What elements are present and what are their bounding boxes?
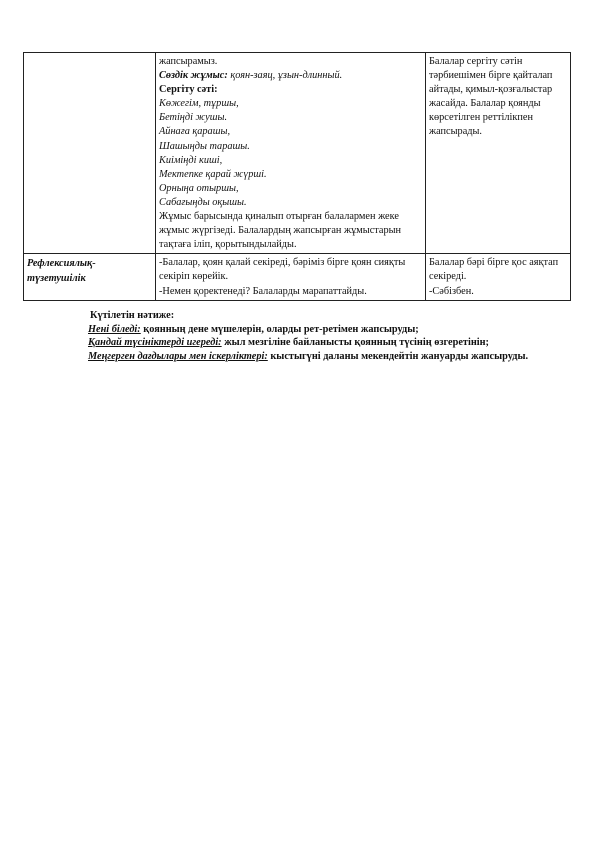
understands-label: Қандай түсініктерді игереді: xyxy=(88,337,222,349)
teacher-activity-cell xyxy=(156,254,426,300)
poem-line: Сабағыңды оқышы. xyxy=(159,196,247,208)
knows-label: Нені біледі: xyxy=(88,323,141,335)
exercise-title: Сергіту сәті: xyxy=(159,84,218,96)
result-skills xyxy=(88,350,548,364)
lesson-table xyxy=(23,52,571,301)
stage-name-line1: Рефлексиялық- xyxy=(27,258,96,270)
children-jump-text: Балалар бәрі бірге қос аяқтап секіреді. xyxy=(429,257,559,283)
expected-results xyxy=(88,309,548,363)
children-activity-text: Балалар сергіту сәтін тәрбиешімен бірге қайталап айтады, қимыл-қозғалыстар жасайда. Балалар қоянды көрсетілген реттілікпен жапсырады. xyxy=(429,56,553,138)
teacher-activity-cell xyxy=(156,53,426,254)
results-heading: Күтілетін нәтиже: xyxy=(90,310,175,321)
skills-label: Меңгерген дағдылары мен іскерліктері: xyxy=(88,350,268,362)
result-knows xyxy=(88,323,548,337)
vocab-label: Сөздік жұмыс: xyxy=(159,70,228,82)
result-understands xyxy=(88,336,548,350)
stage-cell xyxy=(24,254,156,300)
activity-first-line: жапсырамыз. xyxy=(159,56,218,67)
vocab-line xyxy=(159,69,422,83)
poem-line: Мектепке қарай жүрші. xyxy=(159,168,267,180)
reflection-question-food: -Немен қоректенеді? Балаларды марапаттайды. xyxy=(159,285,367,297)
table-row xyxy=(24,254,571,300)
children-activity-cell xyxy=(426,53,571,254)
poem-line: Көжегім, тұршы, xyxy=(159,98,239,110)
stage-cell-empty xyxy=(24,53,156,254)
children-answer: -Сәбізбен. xyxy=(429,285,474,297)
poem-line: Айнаға қарашы, xyxy=(159,126,231,138)
poem-line: Киіміңді киші, xyxy=(159,154,223,166)
vocab-text: қоян-заяц, ұзын-длинный. xyxy=(227,70,343,82)
stage-name-line2: түзетушілік xyxy=(27,273,86,285)
understands-text: жыл мезгіліне байланысты қоянның түсінің өзгеретінін; xyxy=(221,337,489,349)
knows-text: қоянның дене мүшелерін, оларды рет-ретімен жапсыруды; xyxy=(140,323,419,335)
poem-line: Шашыңды тарашы. xyxy=(159,140,250,152)
skills-text: кыстыгүні даланы мекендейтін жануарды жапсыруды. xyxy=(267,350,529,362)
poem-line: Бетіңді жушы. xyxy=(159,112,228,124)
reflection-question: -Балалар, қоян қалай секіреді, бәріміз бірге қоян сияқты секіріп көрейік. xyxy=(159,257,406,283)
poem-line: Орныңа отыршы, xyxy=(159,182,239,194)
children-activity-cell xyxy=(426,254,571,300)
table-row xyxy=(24,53,571,254)
activity-paragraph: Жұмыс барысында қиналып отырған балалармен жеке жұмыс жүргізеді. Балалардың жапсырған жұмыстарын тақтаға іліп, қорытындылайды. xyxy=(159,211,402,251)
